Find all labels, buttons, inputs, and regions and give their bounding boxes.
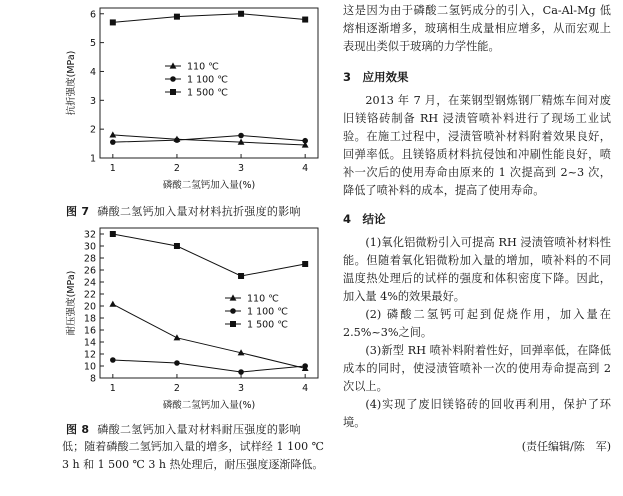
fig7-ytick-label: 1 [89,153,96,165]
section4-heading: 4 结论 [343,212,386,226]
conclusion-2: (2) 磷酸二氢钙可起到促烧作用，加入量在 2.5%~3%之间。 [343,308,611,339]
editor-note: (责任编辑/陈 军) [521,440,611,453]
fig8-data-point [238,369,244,375]
conclusion-1: (1)氧化铝微粉引入可提高 RH 浸渍管喷补材料性能。但随着氧化铝微粉加入量的增加，喷补料的不同温度热处理后的试样的强度和体积密度下降。因此，加入量 4%的效果最好。 [343,236,611,303]
fig8-xtick-label: 3 [238,383,245,394]
fig8-ytick-label: 10 [83,361,96,373]
fig8-ytick-label: 16 [83,325,96,337]
fig8-data-point [174,334,181,340]
fig8-series-line [113,234,305,276]
fig7-xlabel: 磷酸二氢钙加入量(%) [162,180,256,191]
fig7-legend [165,62,228,99]
fig7-legend-label: 1 500 ℃ [187,87,228,99]
fig7-data-point [238,11,244,17]
right-column [343,0,611,456]
fig8-legend-marker [230,321,236,327]
figure7-chart [55,0,325,200]
fig7-ytick-label: 5 [89,38,96,50]
fig8-legend-marker [230,308,236,314]
fig8-data-point [302,261,308,267]
fig8-ytick-label: 20 [83,301,96,313]
fig7-series-1 [110,133,308,145]
fig8-ytick-label: 14 [83,337,96,349]
fig7-ylabel: 抗折强度(MPa) [66,50,77,116]
section3-paragraph: 2013 年 7 月，在莱钢型钢炼钢厂精炼车间对废旧镁铬砖制备 RH 浸渍管喷补料进行了现场工业试验。在施工过程中，浸渍管喷补材料附着效果良好，回弹率低。且镁铬质材料抗侵蚀和冲刷性能良好，喷补一次后的使用寿命由原来的 1 次提高到 2~3 次，降低了喷补料的成本，提高了使用寿命。 [343,94,611,197]
fig7-xtick-label: 4 [302,163,309,174]
left-paragraph: 低；随着磷酸二氢钙加入量的增多，试样经 1 100 ℃ 3 h 和 1 500 ℃ 3 h 热处理后，耐压强度逐渐降低。 [62,440,324,471]
fig8-legend-label: 110 ℃ [247,293,279,305]
fig7-ytick-label: 4 [89,66,96,78]
fig7-data-point [238,133,244,139]
fig8-legend-label: 1 500 ℃ [247,319,288,331]
fig8-data-point [110,357,116,363]
intro-paragraph: 这是因为由于磷酸二氢钙成分的引入，Ca-Al-Mg 低熔相逐渐增多，玻璃相生成量相应增多，从而宏观上表现出类似于玻璃的力学性能。 [343,4,611,53]
fig8-ytick-label: 30 [83,241,96,253]
fig8-data-point [174,243,180,249]
fig7-data-point [302,138,308,144]
fig8-xtick-label: 1 [109,383,116,394]
fig8-ylabel: 耐压强度(MPa) [66,270,77,336]
fig8-xlabel: 磷酸二氢钙加入量(%) [162,400,256,411]
fig8-ytick-label: 8 [89,373,96,385]
figure7-caption [66,203,301,219]
section3-heading: 3 应用效果 [343,70,409,84]
fig7-ytick-label: 2 [89,124,96,136]
fig7-series-line [113,135,305,145]
fig8-xtick-label: 4 [302,383,309,394]
fig7-series-line [113,14,305,23]
fig8-ytick-label: 22 [83,289,96,301]
fig8-data-point [109,301,116,307]
fig8-ytick-label: 18 [83,313,96,325]
figure7-svg [55,0,325,200]
fig8-series-2 [110,231,308,279]
fig8-ytick-label: 12 [83,349,96,361]
fig7-legend-label: 110 ℃ [187,61,219,73]
fig8-xtick-label: 2 [173,383,180,394]
conclusion-4: (4)实现了废旧镁铬砖的回收再利用，保护了环境。 [343,398,611,429]
figure8-svg [55,222,325,418]
figure8-caption [66,421,301,437]
fig7-legend-marker [170,76,176,82]
fig8-series-1 [110,357,308,375]
fig8-ytick-label: 24 [83,277,96,289]
fig7-data-point [110,19,116,25]
figure8-caption-text: 磷酸二氢钙加入量对材料耐压强度的影响 [97,423,301,436]
figure8-chart [55,222,325,418]
fig7-legend-marker [170,89,176,95]
fig8-ytick-label: 28 [83,253,96,265]
fig8-legend-label: 1 100 ℃ [247,306,288,318]
fig7-series-0 [109,131,308,147]
fig7-data-point [174,137,180,143]
fig7-xtick-label: 3 [238,163,245,174]
fig7-xtick-label: 1 [109,163,116,174]
fig8-data-point [110,231,116,237]
fig8-data-point [238,273,244,279]
fig7-ytick-label: 3 [89,95,96,107]
fig7-data-point [302,17,308,23]
figure7-caption-text: 磷酸二氢钙加入量对材料抗折强度的影响 [97,205,301,218]
fig8-legend [225,294,288,331]
fig7-legend-label: 1 100 ℃ [187,74,228,86]
figure7-caption-number: 图 7 [66,205,90,218]
fig7-ytick-label: 6 [89,9,96,21]
fig7-data-point [174,14,180,20]
fig8-ytick-label: 26 [83,265,96,277]
fig7-data-point [110,139,116,145]
fig7-xtick-label: 2 [173,163,180,174]
fig8-frame [100,228,318,378]
conclusion-3: (3)新型 RH 喷补料附着性好，回弹率低，在降低成本的同时，使浸渍管喷补一次的使用寿命提高到 2 次以上。 [343,344,611,393]
fig8-data-point [174,360,180,366]
fig8-data-point [302,363,308,369]
fig7-data-point [109,131,116,137]
fig7-series-2 [110,11,308,26]
figure8-caption-number: 图 8 [66,423,90,436]
fig8-ytick-label: 32 [83,229,96,241]
